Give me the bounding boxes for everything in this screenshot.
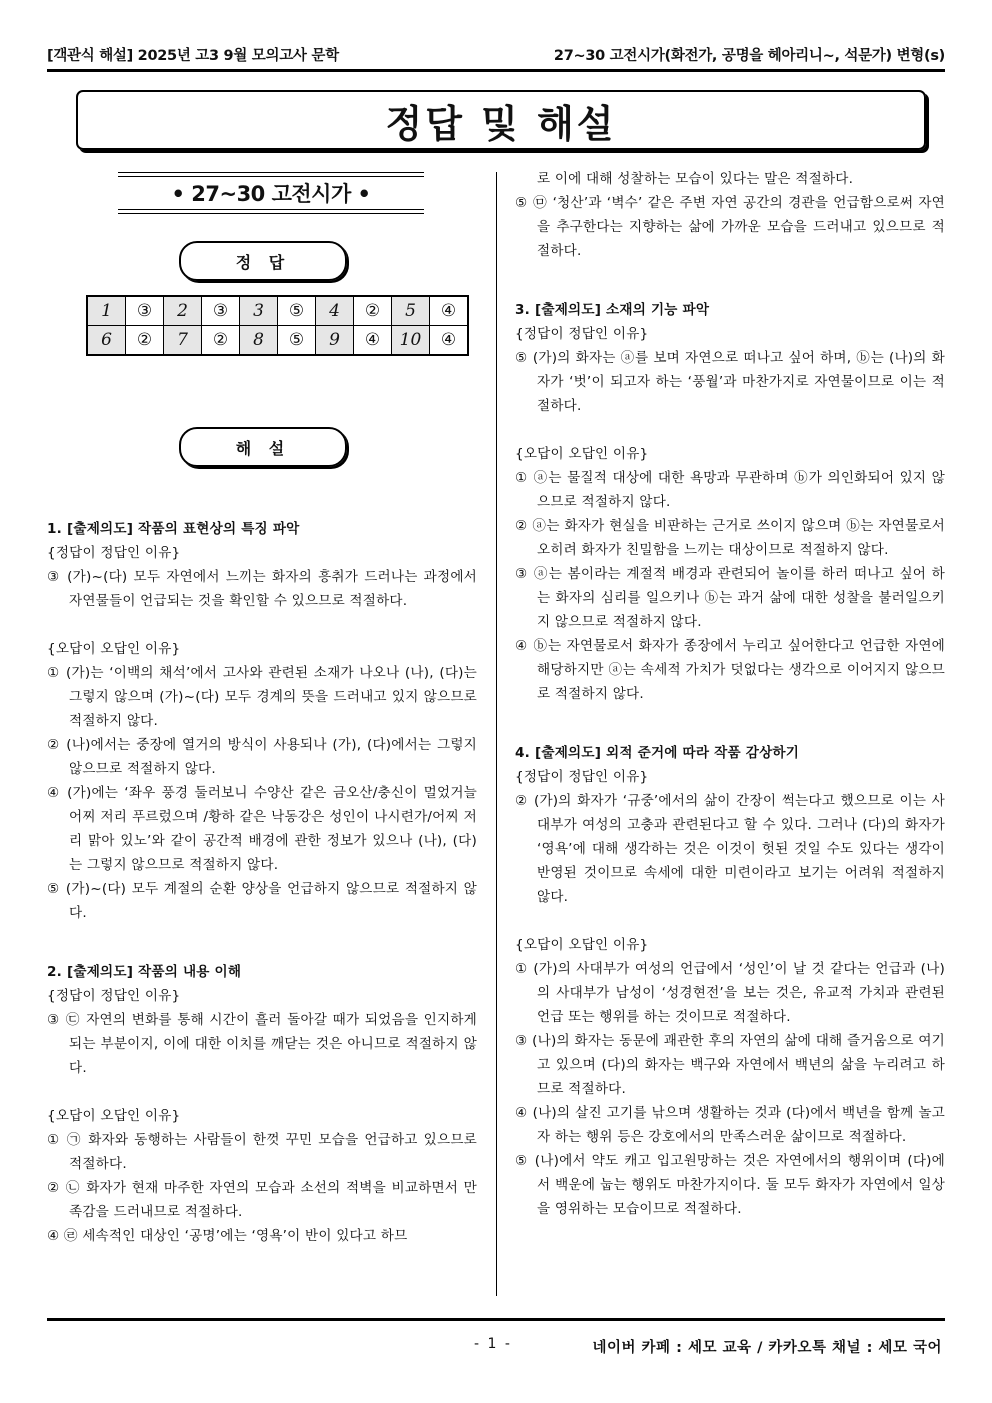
question-number: 4 bbox=[316, 296, 354, 326]
section-label bbox=[118, 172, 424, 214]
question-heading: 2. [출제의도] 작품의 내용 이해 bbox=[47, 964, 242, 980]
explanation-continued: 로 이에 대해 성찰하는 모습이 있다는 말은 적절하다. bbox=[537, 171, 854, 187]
explanation-item: ⑤ ㉤ ‘청산’과 ‘벽수’ 같은 주변 자연 공간의 경관을 언급함으로써 자연을 추구한다는 지향하는 삶에 가까운 모습을 드러내고 있으므로 적절하다. bbox=[515, 195, 945, 259]
answer-pill: 정 답 bbox=[179, 241, 347, 281]
answer-choice: ③ bbox=[126, 296, 164, 326]
explanation-item: ⑤ (나)에서 약도 캐고 입고원망하는 것은 자연에서의 행위이며 (다)에서 백운에 눕는 행위도 마찬가지이다. 둘 모두 화자가 자연에서 일상을 영위하는 모습이므로 적절하다. bbox=[515, 1153, 945, 1217]
question-heading: 1. [출제의도] 작품의 표현상의 특징 파악 bbox=[47, 521, 300, 537]
reason-label: {오답이 오답인 이유} bbox=[47, 641, 181, 657]
section-label-text: • 27~30 고전시가 • bbox=[171, 182, 371, 206]
answer-choice: ⑤ bbox=[278, 326, 316, 356]
explanation-item: ② (나)에서는 중장에 열거의 방식이 사용되나 (가), (다)에서는 그렇지 않으므로 적절하지 않다. bbox=[47, 737, 477, 777]
answer-choice: ⑤ bbox=[278, 296, 316, 326]
right-column bbox=[515, 167, 945, 1221]
reason-label: {정답이 정답인 이유} bbox=[515, 326, 649, 342]
answer-choice: ② bbox=[202, 326, 240, 356]
explanation-item: ④ (나)의 살진 고기를 낚으며 생활하는 것과 (다)에서 백년을 함께 놀고자 하는 행위 등은 강호에서의 만족스러운 삶이므로 적절하다. bbox=[515, 1105, 945, 1145]
footer-divider bbox=[47, 1318, 945, 1321]
reason-label: {오답이 오답인 이유} bbox=[47, 1108, 181, 1124]
explanation-item: ② ㉡ 화자가 현재 마주한 자연의 모습과 소선의 적벽을 비교하면서 만족감을 드러내므로 적절하다. bbox=[47, 1180, 477, 1220]
spacer bbox=[515, 263, 945, 298]
explanation-item: ④ ㉣ 세속적인 대상인 ‘공명’에는 ‘영욕’이 반이 있다고 하므 bbox=[47, 1228, 408, 1244]
footer-channel-info: 네이버 카페 : 세모 교육 / 카카오톡 채널 : 세모 국어 bbox=[592, 1340, 942, 1356]
reason-label: {정답이 정답인 이유} bbox=[47, 988, 181, 1004]
answer-choice: ② bbox=[354, 296, 392, 326]
spacer bbox=[47, 925, 477, 960]
spacer bbox=[47, 1080, 477, 1104]
reason-label: {오답이 오답인 이유} bbox=[515, 446, 649, 462]
spacer bbox=[515, 909, 945, 933]
explanation-item: ① ⓐ는 물질적 대상에 대한 욕망과 무관하며 ⓑ가 의인화되어 있지 않으므로 적절하지 않다. bbox=[515, 470, 945, 510]
question-number: 3 bbox=[240, 296, 278, 326]
explanation-item: ② (가)의 화자가 ‘규중’에서의 삶이 간장이 썩는다고 했으므로 이는 사대부가 여성의 고충과 관련된다고 할 수 있다. 그러나 (다)의 화자가 ‘영욕’에 대해 생각하는 것은 이것이 헛된 것일 수도 있다는 생각이 반영된 것이므로 속세에 대한 미련이라고 보기는 어려워 적절하지 않다. bbox=[515, 793, 945, 905]
question-number: 8 bbox=[240, 326, 278, 356]
explanation-item: ④ ⓑ는 자연물로서 화자가 종장에서 누리고 싶어한다고 언급한 자연에 해당하지만 ⓐ는 속세적 가치가 덧없다는 생각으로 이어지지 않으므로 적절하지 않다. bbox=[515, 638, 945, 702]
header-divider bbox=[47, 69, 945, 72]
question-number: 10 bbox=[392, 326, 430, 356]
column-divider bbox=[496, 172, 497, 1296]
answer-choice: ③ bbox=[202, 296, 240, 326]
reason-label: {오답이 오답인 이유} bbox=[515, 937, 649, 953]
left-column bbox=[47, 517, 477, 1248]
question-heading: 4. [출제의도] 외적 준거에 따라 작품 감상하기 bbox=[515, 745, 800, 761]
question-number: 1 bbox=[87, 296, 126, 326]
explanation-item: ⑤ (가)의 화자는 ⓐ를 보며 자연으로 떠나고 싶어 하며, ⓑ는 (나)의 화자가 ‘벗’이 되고자 하는 ‘풍월’과 마찬가지로 자연물이므로 이는 적절하다. bbox=[515, 350, 945, 414]
spacer bbox=[47, 613, 477, 637]
explanation-item: ③ ㉢ 자연의 변화를 통해 시간이 흘러 돌아갈 때가 되었음을 인지하게 되는 부분이지, 이에 대한 이치를 깨닫는 것은 아니므로 적절하지 않다. bbox=[47, 1012, 477, 1076]
reason-label: {정답이 정답인 이유} bbox=[515, 769, 649, 785]
explanation-item: ① (가)는 ‘이백의 채석’에서 고사와 관련된 소재가 나오나 (나), (다)는 그렇지 않으며 (가)~(다) 모두 경계의 뜻을 드러내고 있지 않으므로 적절하지 않다. bbox=[47, 665, 477, 729]
explanation-item: ③ ⓐ는 봄이라는 계절적 배경과 관련되어 놀이를 하러 떠나고 싶어 하는 화자의 심리를 일으키나 ⓑ는 과거 삶에 대한 성찰을 불러일으키지 않으므로 적절하지 않다. bbox=[515, 566, 945, 630]
explanation-item: ③ (나)의 화자는 동문에 괘관한 후의 자연의 삶에 대해 즐거움으로 여기고 있으며 (다)의 화자는 백구와 자연에서 백년의 삶을 누리려고 하므로 적절하다. bbox=[515, 1033, 945, 1097]
answer-choice: ② bbox=[126, 326, 164, 356]
answer-choice: ④ bbox=[430, 326, 469, 356]
answer-choice: ④ bbox=[354, 326, 392, 356]
reason-label: {정답이 정답인 이유} bbox=[47, 545, 181, 561]
question-number: 5 bbox=[392, 296, 430, 326]
explanation-item: ④ (가)에는 ‘좌우 풍경 둘러보니 수양산 같은 금오산/충신이 멀었거늘 어찌 저리 푸르렀으며 /황하 같은 낙동강은 성인이 나시련가/어찌 저리 맑아 있노’와 같이 공간적 배경에 관한 정보가 있으나 (나), (다)는 그렇지 않으므로 적절하지 않다. bbox=[47, 785, 477, 873]
explanation-pill: 해 설 bbox=[179, 427, 347, 467]
explanation-item: ① (가)의 사대부가 여성의 언급에서 ‘성인’이 날 것 같다는 언급과 (나)의 사대부가 남성이 ‘성경현전’을 보는 것은, 유교적 가치과 관련된 언급 또는 행위를 하는 것이므로 적절하다. bbox=[515, 961, 945, 1025]
question-heading: 3. [출제의도] 소재의 기능 파악 bbox=[515, 302, 710, 318]
header-exam-title: [객관식 해설] 2025년 고3 9월 모의고사 문학 bbox=[47, 48, 339, 64]
answer-table bbox=[86, 295, 469, 356]
question-number: 2 bbox=[164, 296, 202, 326]
spacer bbox=[515, 418, 945, 442]
question-number: 6 bbox=[87, 326, 126, 356]
explanation-item: ① ㉠ 화자와 동행하는 사람들이 한껏 꾸민 모습을 언급하고 있으므로 적절하다. bbox=[47, 1132, 477, 1172]
spacer bbox=[515, 706, 945, 741]
answer-row bbox=[87, 296, 468, 326]
explanation-item: ② ⓐ는 화자가 현실을 비판하는 근거로 쓰이지 않으며 ⓑ는 자연물로서 오히려 화자가 친밀함을 느끼는 대상이므로 적절하지 않다. bbox=[515, 518, 945, 558]
page-number: - 1 - bbox=[474, 1336, 512, 1352]
question-number: 9 bbox=[316, 326, 354, 356]
question-number: 7 bbox=[164, 326, 202, 356]
explanation-item: ③ (가)~(다) 모두 자연에서 느끼는 화자의 흥취가 드러나는 과정에서 자연물들이 언급되는 것을 확인할 수 있으므로 적절하다. bbox=[47, 569, 477, 609]
answer-choice: ④ bbox=[430, 296, 469, 326]
answer-row bbox=[87, 326, 468, 356]
header-work-title: 27~30 고전시가(화전가, 공명을 헤아리니~, 석문가) 변형(s) bbox=[553, 48, 945, 64]
explanation-item: ⑤ (가)~(다) 모두 계절의 순환 양상을 언급하지 않으므로 적절하지 않다. bbox=[47, 881, 477, 921]
page-title: 정답 및 해설 bbox=[76, 90, 926, 150]
